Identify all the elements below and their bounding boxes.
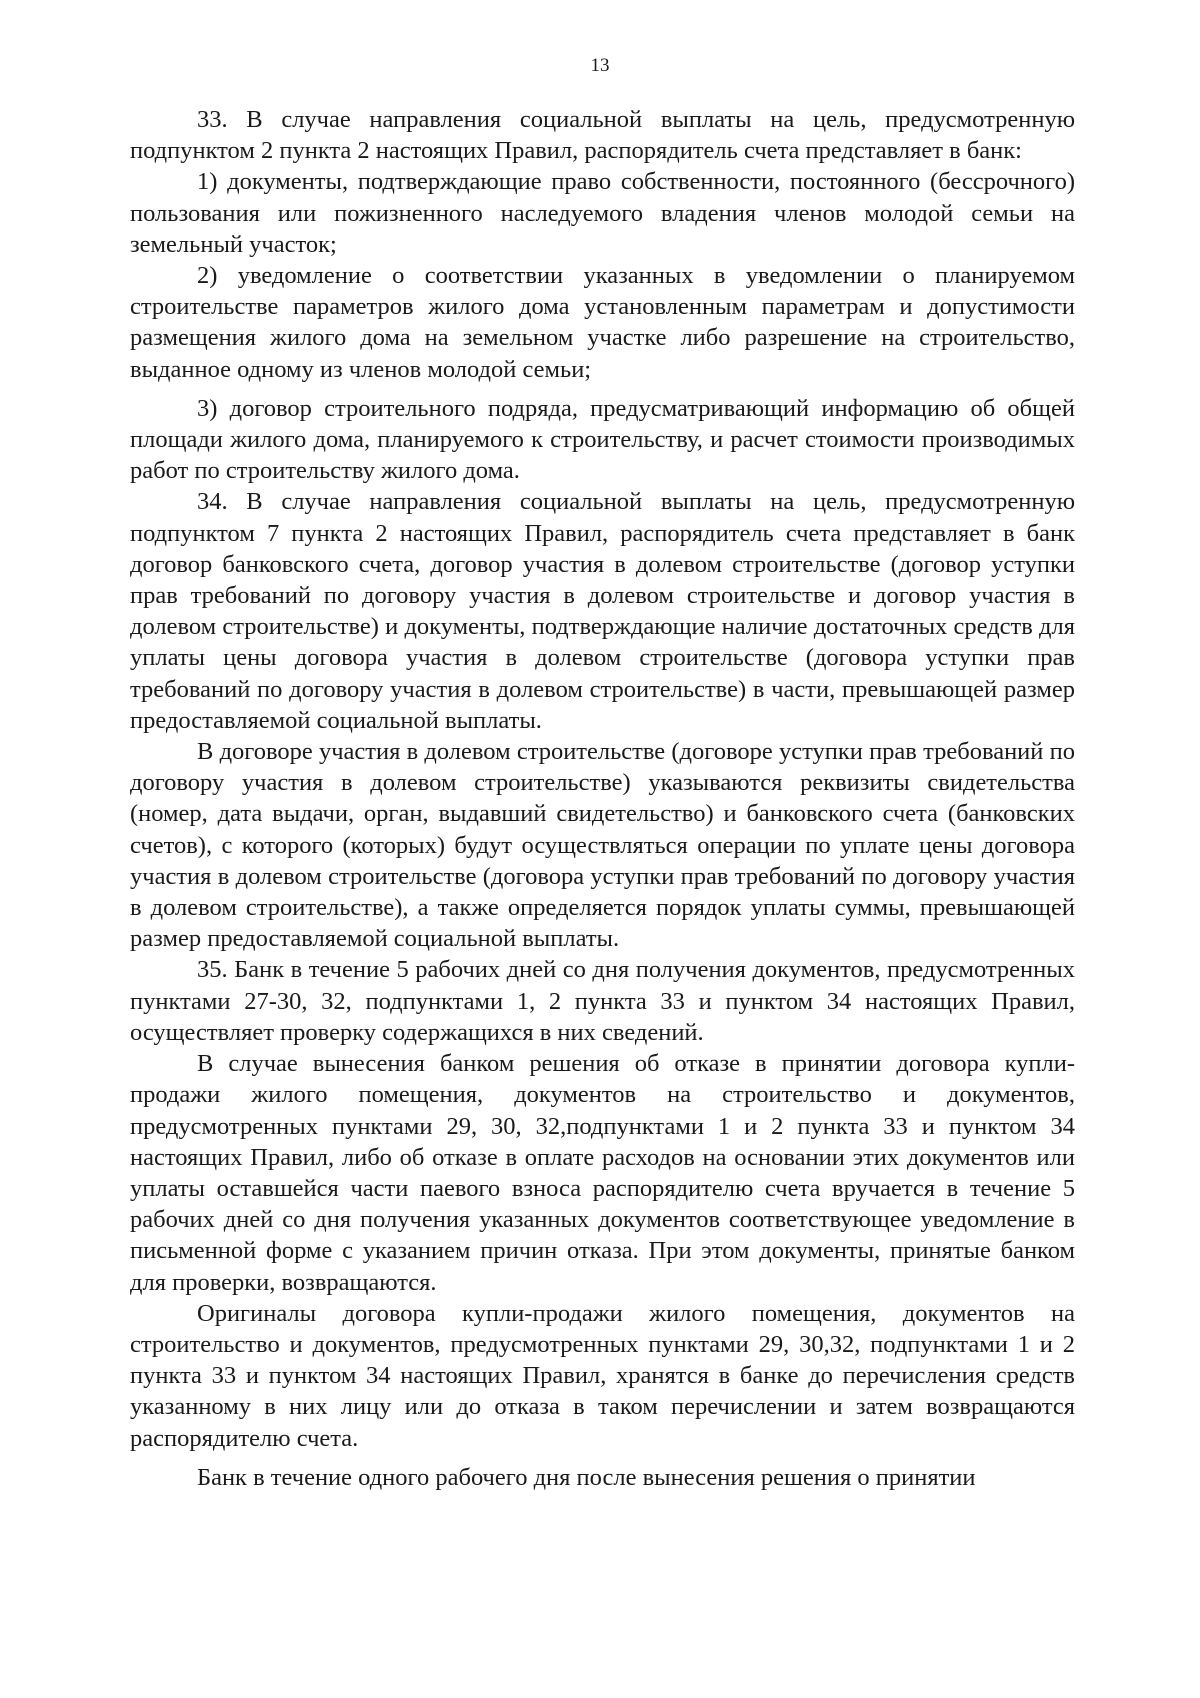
paragraph-34-details: В договоре участия в долевом строительстве (договоре уступки прав требований по договору участия в долевом строительстве) указываются реквизиты свидетельства (номер, дата выдачи, орган, выдавший свидетельство) и банковского счета (банковских счетов), с которого (которых) будут осуществляться операции по уплате цены договора участия в долевом строительстве (договора уступки прав требований по договору участия в долевом строительстве), а также определяется порядок уплаты суммы, превышающей размер предоставляемой социальной выплаты. bbox=[130, 738, 1075, 953]
paragraph-34: 34. В случае направления социальной выплаты на цель, предусмотренную подпунктом 7 пункта 2 настоящих Правил, распорядитель счета представляет в банк договор банковского счета, договор участия в долевом строительстве (договор уступки прав требований по договору участия в долевом строительстве и договор участия в долевом строительстве) и документы, подтверждающие наличие достаточных средств для уплаты цены договора участия в долевом строительстве (договора уступки прав требований по договору участия в долевом строительстве) в части, превышающей размер предоставляемой социальной выплаты. bbox=[130, 488, 1075, 734]
paragraph-33-item-3: 3) договор строительного подряда, предусматривающий информацию об общей площади жилого дома, планируемого к строительству, и расчет стоимости производимых работ по строительству жилого дома. bbox=[130, 394, 1075, 485]
paragraph-35: 35. Банк в течение 5 рабочих дней со дня получения документов, предусмотренных пунктами 27-30, 32, подпунктами 1, 2 пункта 33 и пунктом 34 настоящих Правил, осуществляет проверку содержащихся в них сведений. bbox=[130, 956, 1075, 1046]
paragraph-33-intro: 33. В случае направления социальной выплаты на цель, предусмотренную подпунктом 2 пункта 2 настоящих Правил, распорядитель счета представляет в банк: bbox=[130, 106, 1075, 165]
paragraph-35-refusal: В случае вынесения банком решения об отказе в принятии договора купли-продажи жилого помещения, документов на строительство и документов, предусмотренных пунктами 29, 30, 32,подпунктами 1 и 2 пункта 33 и пунктом 34 настоящих Правил, либо об отказе в оплате расходов на основании этих документов или уплаты оставшейся части паевого взноса распорядителю счета вручается в течение 5 рабочих дней со дня получения указанных документов соответствующее уведомление в письменной форме с указанием причин отказа. При этом документы, принятые банком для проверки, возвращаются. bbox=[130, 1050, 1075, 1296]
page-number: 13 bbox=[590, 55, 610, 76]
paragraph-35-bank-decision: Банк в течение одного рабочего дня после вынесения решения о принятии bbox=[197, 1463, 976, 1491]
paragraph-33-item-1: 1) документы, подтверждающие право собственности, постоянного (бессрочного) пользования или пожизненного наследуемого владения членов молодой семьи на земельный участок; bbox=[130, 168, 1075, 258]
document-body bbox=[130, 104, 1075, 1493]
paragraph-33-item-2: 2) уведомление о соответствии указанных в уведомлении о планируемом строительстве параметров жилого дома установленным параметрам и допустимости размещения жилого дома на земельном участке либо разрешение на строительство, выданное одному из членов молодой семьи; bbox=[130, 262, 1075, 383]
paragraph-35-originals: Оригиналы договора купли-продажи жилого помещения, документов на строительство и документов, предусмотренных пунктами 29, 30,32, подпунктами 1 и 2 пункта 33 и пунктом 34 настоящих Правил, хранятся в банке до перечисления средств указанному в них лицу или до отказа в таком перечислении и затем возвращаются распорядителю счета. bbox=[130, 1299, 1075, 1452]
